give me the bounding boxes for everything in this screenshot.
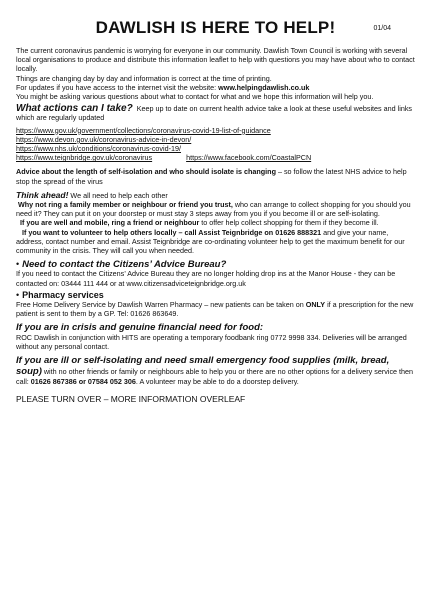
isolation-advice-bold: Advice about the length of self-isolation and who should isolate is changing — [16, 167, 276, 177]
link-facebook-coastalpcn[interactable]: https://www.facebook.com/CoastalPCN — [186, 153, 312, 163]
cab-heading: Need to contact the Citizens’ Advice Bureau? — [22, 259, 227, 271]
think-ahead-paragraph-1 — [16, 200, 415, 218]
crisis-text: ROC Dawlish in conjunction with HITS are operating a temporary foodbank ring 0772 9998 334. Deliveries will be arranged without any personal contact. — [16, 332, 407, 351]
bullet-icon: • — [16, 289, 20, 300]
bullet-icon: • — [16, 259, 20, 270]
well-mobile-bold: If you are well and mobile, ring a friend or neighbour — [20, 218, 200, 228]
pharmacy-only: ONLY — [305, 300, 326, 310]
actions-heading: What actions can I take? — [16, 103, 133, 115]
think-ahead-paragraph-2 — [16, 218, 415, 227]
pharmacy-heading-row — [16, 291, 415, 300]
volunteer-bold: If you want to volunteer to help others locally – call Assist Teignbridge on 01626 888321 — [22, 227, 322, 237]
pharmacy-text-suffix: if a prescription for the new patient is sent to them by a GP. Tel: 01626 863649. — [16, 300, 414, 319]
family-neighbour-rest: who can arrange to collect shopping for you should you need it? They can put it on your doorstep or must stay 3 steps away from you if you become ill or are self-isolating. — [16, 200, 411, 219]
link-nhs-covid[interactable]: https://www.nhs.uk/conditions/coronavirus-covid-19/ — [16, 144, 181, 154]
crisis-heading: If you are in crisis and genuine financial need for food: — [16, 322, 264, 334]
actions-section — [16, 104, 415, 122]
cab-text: If you need to contact the Citizens’ Advice Bureau they are no longer holding drop ins at the Manor House - they can be contacted on: 03444 111 444 or at www.citizensadviceteignbridge.org.uk — [16, 269, 396, 288]
helping-dawlish-website[interactable]: www.helpingdawlish.co.uk — [218, 82, 310, 92]
link-teignbridge[interactable]: https://www.teignbridge.gov.uk/coronavirus — [16, 153, 153, 163]
emergency-heading: If you are ill or self-isolating and need small emergency food supplies (milk, bread, soup) — [16, 355, 390, 377]
link-gov-guidance[interactable]: https://www.gov.uk/government/collections/coronavirus-covid-19-list-of-guidance — [16, 125, 271, 135]
emergency-phones: 01626 867386 or 07584 052 306 — [30, 377, 136, 387]
think-ahead-tail: We all need to help each other — [68, 190, 168, 200]
intro-paragraph-2: Things are changing day by day and information is correct at the time of printing. — [16, 73, 272, 83]
think-ahead-paragraph-3 — [16, 228, 415, 256]
emergency-section — [16, 356, 415, 388]
think-ahead — [16, 191, 415, 200]
intro-paragraph-4: You might be asking various questions about what to contact for what and we hope this information will help you. — [16, 92, 374, 102]
pharmacy-heading: Pharmacy services — [22, 289, 104, 300]
emergency-text-suffix: . A volunteer may be able to do a doorstep delivery. — [135, 377, 299, 387]
well-mobile-rest: to offer help collect shopping for them if they become ill. — [199, 218, 379, 228]
actions-intro: Keep up to date on current health advice take a look at these useful websites and links which are regularly updated — [16, 104, 413, 123]
isolation-advice-rest: – so follow the latest NHS advice to help stop the spread of the virus — [16, 167, 407, 186]
intro-paragraph-3 — [16, 83, 415, 92]
link-devon-advice[interactable]: https://www.devon.gov.uk/coronavirus-advice-in-devon/ — [16, 134, 192, 144]
header — [16, 18, 415, 38]
isolation-advice — [16, 167, 415, 185]
pharmacy-text — [16, 300, 415, 318]
family-neighbour-bold: Why not ring a family member or neighbour or friend you trust, — [18, 200, 233, 210]
page-number: 01/04 — [373, 25, 391, 32]
emergency-text-prefix: with no other friends or family or neighbours able to help you or there are no other options for a delivery service then call: — [16, 366, 414, 387]
intro-website-prefix: For updates if you have access to the internet visit the website: — [16, 82, 219, 92]
think-ahead-heading: Think ahead! — [16, 189, 69, 200]
pharmacy-text-prefix: Free Home Delivery Service by Dawlish Warren Pharmacy – new patients can be taken on — [16, 300, 306, 310]
volunteer-rest: and give your name, address, contact number and email. Assist Teignbridge are co-ordinating volunteer help to get the maximum benefit for our community in the crisis. They will call you when needed. — [16, 227, 405, 256]
footer-turn-over: PLEASE TURN OVER – MORE INFORMATION OVERLEAF — [16, 393, 246, 404]
cab-heading-row — [16, 260, 415, 269]
intro-paragraph-1: The current coronavirus pandemic is worrying for everyone in our community. Dawlish Town Council is working with several local organisations to produce and distribute this information leaflet to help with questions you may have about who to contact locally. — [16, 46, 415, 74]
page-title: DAWLISH IS HERE TO HELP! — [95, 18, 336, 37]
